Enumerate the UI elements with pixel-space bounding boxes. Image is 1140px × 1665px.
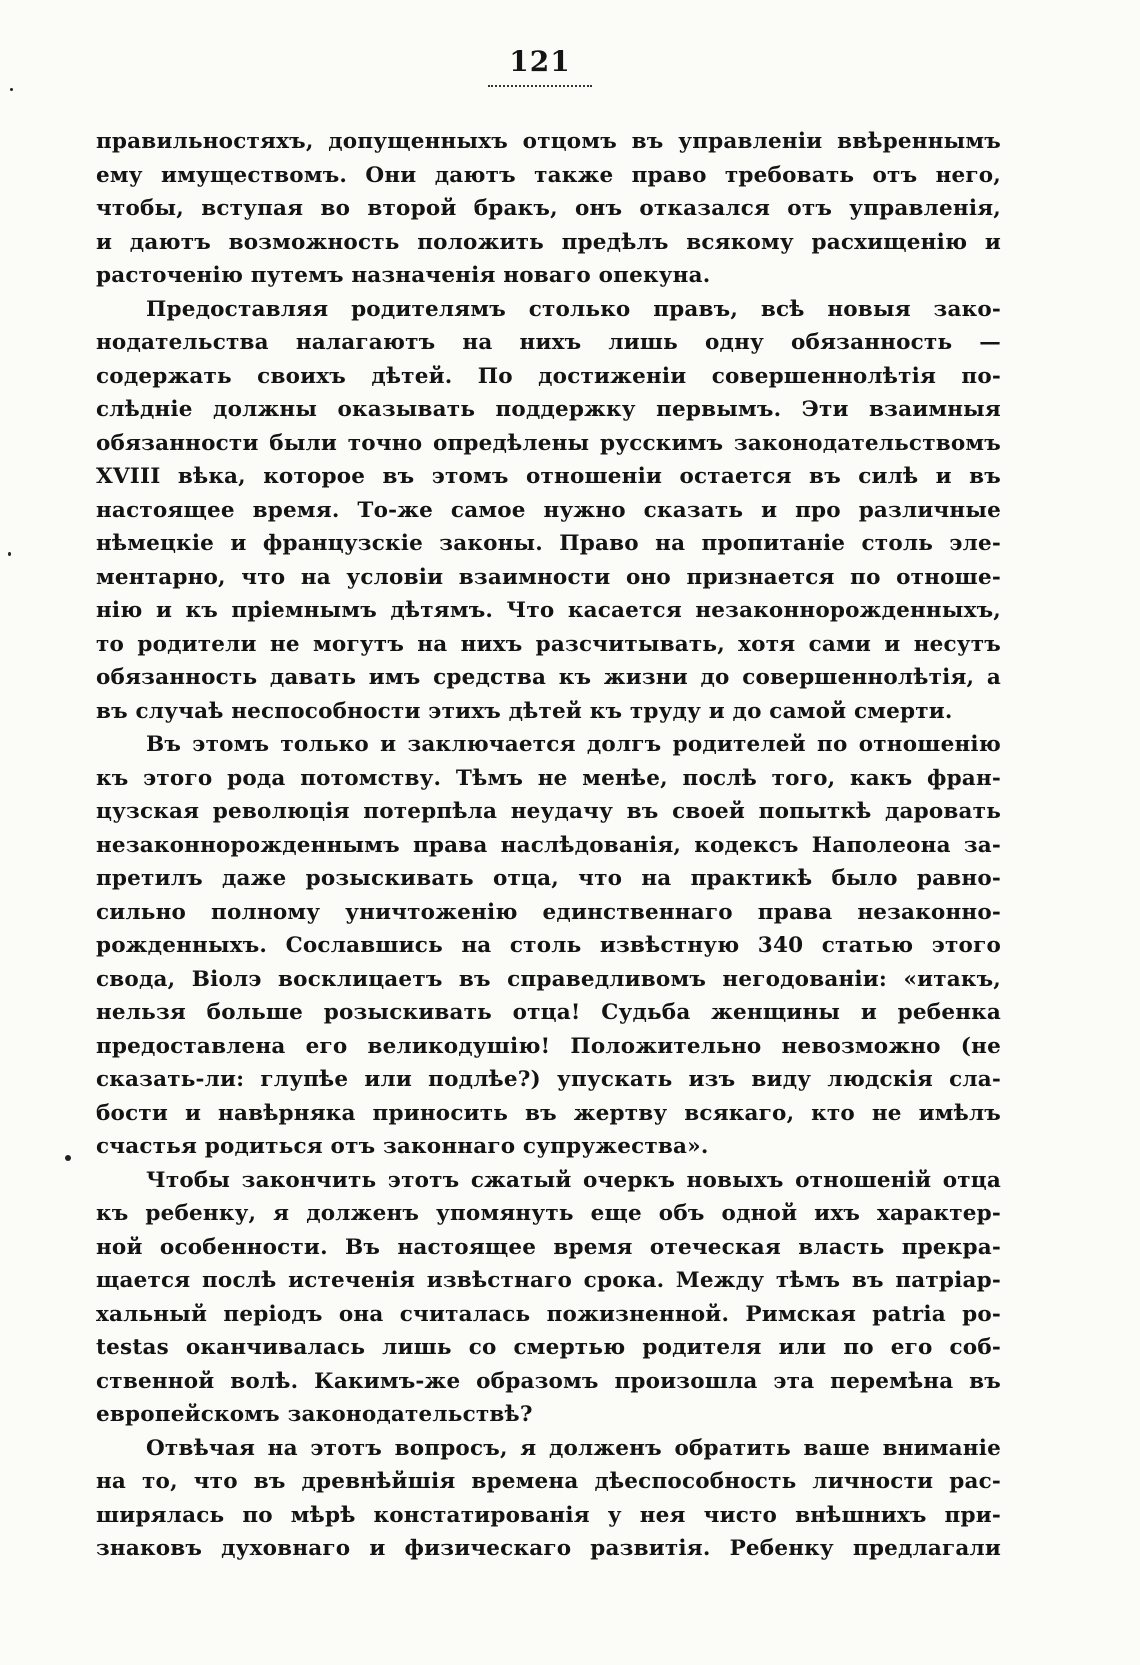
- paragraph-2: [96, 293, 1001, 729]
- paragraph-3: [96, 728, 1001, 1164]
- text-line: обязанность давать имъ средства къ жизни до совершеннолѣтія, а: [96, 665, 1001, 690]
- body-text: [96, 125, 1001, 1566]
- text-line: testas оканчивалась лишь со смертью родителя или по его соб-: [96, 1335, 1001, 1360]
- text-line: хальный періодъ она считалась пожизненной. Римская patria po-: [96, 1301, 1001, 1327]
- text-line: на то, что въ древнѣйшія времена дѣеспособность личности рас-: [96, 1469, 1001, 1494]
- text-line: нѣмецкіе и французскіе законы. Право на пропитаніе столь эле-: [96, 531, 1001, 556]
- text-line: расточенію путемъ назначенія новаго опекуна.: [96, 263, 711, 288]
- text-line: претилъ даже розыскивать отца, что на практикѣ было равно-: [96, 866, 1001, 891]
- text-line: нію и къ пріемнымъ дѣтямъ. Что касается незаконнорожденныхъ,: [96, 598, 1001, 623]
- text-line: щается послѣ истеченія извѣстнаго срока. Между тѣмъ въ патріар-: [96, 1268, 1001, 1293]
- scan-speck: [65, 1155, 71, 1161]
- text-line: нельзя больше розыскивать отца! Судьба женщины и ребенка: [96, 1000, 1001, 1025]
- text-line: Отвѣчая на этотъ вопросъ, я долженъ обратить ваше вниманіе: [146, 1435, 1001, 1461]
- text-line: ширялась по мѣрѣ констатированія у нея чисто внѣшнихъ при-: [96, 1502, 1001, 1528]
- scan-speck: [10, 88, 13, 91]
- text-line: счастья родиться отъ законнаго супружества».: [96, 1134, 709, 1159]
- text-line: сказать-ли: глупѣе или подлѣе?) упускать изъ виду людскія сла-: [96, 1067, 1001, 1092]
- text-line: ментарно, что на условіи взаимности оно признается по отноше-: [96, 564, 1001, 590]
- text-line: незаконнорожденнымъ права наслѣдованія, кодексъ Наполеона за-: [96, 832, 1001, 858]
- text-line: предоставлена его великодушію! Положительно невозможно (не: [96, 1033, 1001, 1059]
- text-line: свода, Віолэ восклицаетъ въ справедливомъ негодованіи: «итакъ,: [96, 966, 1001, 992]
- text-line: цузская революція потерпѣла неудачу въ своей попыткѣ даровать: [96, 799, 1001, 824]
- text-line: ему имуществомъ. Они даютъ также право требовать отъ него,: [96, 162, 1001, 188]
- text-line: нодательства налагаютъ на нихъ лишь одну обязанность —: [96, 330, 1001, 355]
- text-line: ственной волѣ. Какимъ-же образомъ произошла эта перемѣна въ: [96, 1368, 1001, 1394]
- text-line: настоящее время. То-же самое нужно сказать и про различные: [96, 497, 1001, 523]
- text-line: то родители не могутъ на нихъ разсчитывать, хотя сами и несутъ: [96, 631, 1001, 657]
- scan-speck: [8, 552, 11, 556]
- text-line: ной особенности. Въ настоящее время отеческая власть прекра-: [96, 1234, 1001, 1260]
- text-line: Чтобы закончить этотъ сжатый очеркъ новыхъ отношеній отца: [146, 1167, 1001, 1193]
- text-line: европейскомъ законодательствѣ?: [96, 1402, 533, 1427]
- text-line: къ ребенку, я долженъ упомянуть еще объ одной ихъ характер-: [96, 1201, 1001, 1226]
- paragraph-5: [96, 1432, 1001, 1566]
- text-line: обязанности были точно опредѣлены русскимъ законодательствомъ: [96, 430, 1001, 456]
- paragraph-1: [96, 125, 1001, 293]
- text-line: знаковъ духовнаго и физическаго развитія. Ребенку предлагали: [96, 1536, 1001, 1561]
- text-line: Въ этомъ только и заключается долгъ родителей по отношенію: [146, 732, 1001, 757]
- text-line: слѣдніе должны оказывать поддержку первымъ. Эти взаимныя: [96, 397, 1001, 422]
- text-line: XVIII вѣка, которое въ этомъ отношеніи остается въ силѣ и въ: [96, 464, 1001, 489]
- paragraph-4: [96, 1164, 1001, 1432]
- text-line: къ этого рода потомству. Тѣмъ не менѣе, послѣ того, какъ фран-: [96, 765, 1001, 791]
- text-line: и даютъ возможность положить предѣлъ всякому расхищенію и: [96, 229, 1001, 255]
- text-line: въ случаѣ неспособности этихъ дѣтей къ труду и до самой смерти.: [96, 698, 953, 724]
- page-number-rule: [488, 85, 592, 87]
- text-line: чтобы, вступая во второй бракъ, онъ отказался отъ управленія,: [96, 196, 1001, 221]
- text-line: бости и навѣрняка приносить въ жертву всякаго, кто не имѣлъ: [96, 1100, 1001, 1126]
- page-number: 121: [509, 45, 571, 78]
- text-line: содержать своихъ дѣтей. По достиженіи совершеннолѣтія по-: [96, 363, 1001, 389]
- text-line: сильно полному уничтоженію единственнаго права незаконно-: [96, 899, 1001, 925]
- text-line: рожденныхъ. Сославшись на столь извѣстную 340 статью этого: [96, 933, 1001, 958]
- text-line: Предоставляя родителямъ столько правъ, всѣ новыя зако-: [146, 296, 1001, 322]
- text-line: правильностяхъ, допущенныхъ отцомъ въ управленіи ввѣреннымъ: [96, 129, 1001, 154]
